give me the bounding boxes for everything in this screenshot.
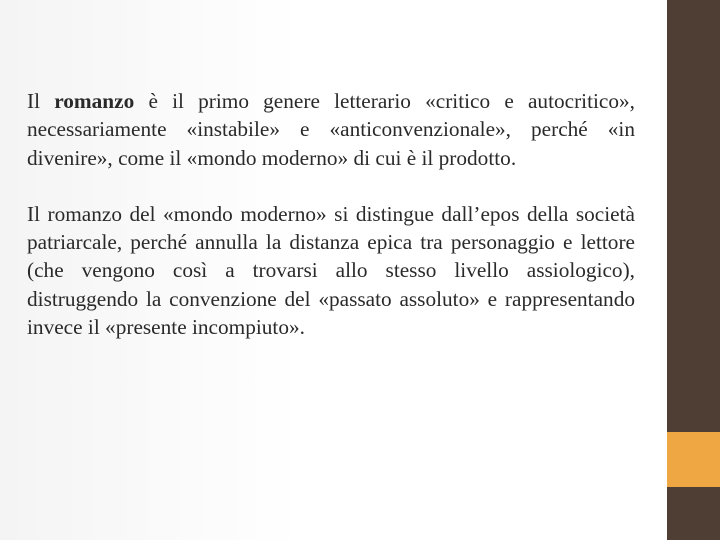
slide-body (27, 87, 635, 341)
sidebar-accent-block (667, 432, 720, 487)
paragraph-1 (27, 87, 635, 172)
paragraph-1-rest: è il primo genere letterario «critico e autocritico», necessariamente «instabile» e «anticonvenzionale», perché «in divenire», come il «mondo moderno» di cui è il prodotto. (27, 89, 636, 170)
paragraph-1-lead: Il (27, 89, 55, 113)
paragraph-2: Il romanzo del «mondo moderno» si distingue dall’epos della società patriarcale, perché annulla la distanza epica tra personaggio e lettore (che vengono così a trovarsi allo stesso livello assiologico), distruggendo la convenzione del «passato assoluto» e rappresentando invece il «presente incompiuto». (27, 201, 635, 340)
paragraph-1-keyword: romanzo (54, 89, 135, 113)
